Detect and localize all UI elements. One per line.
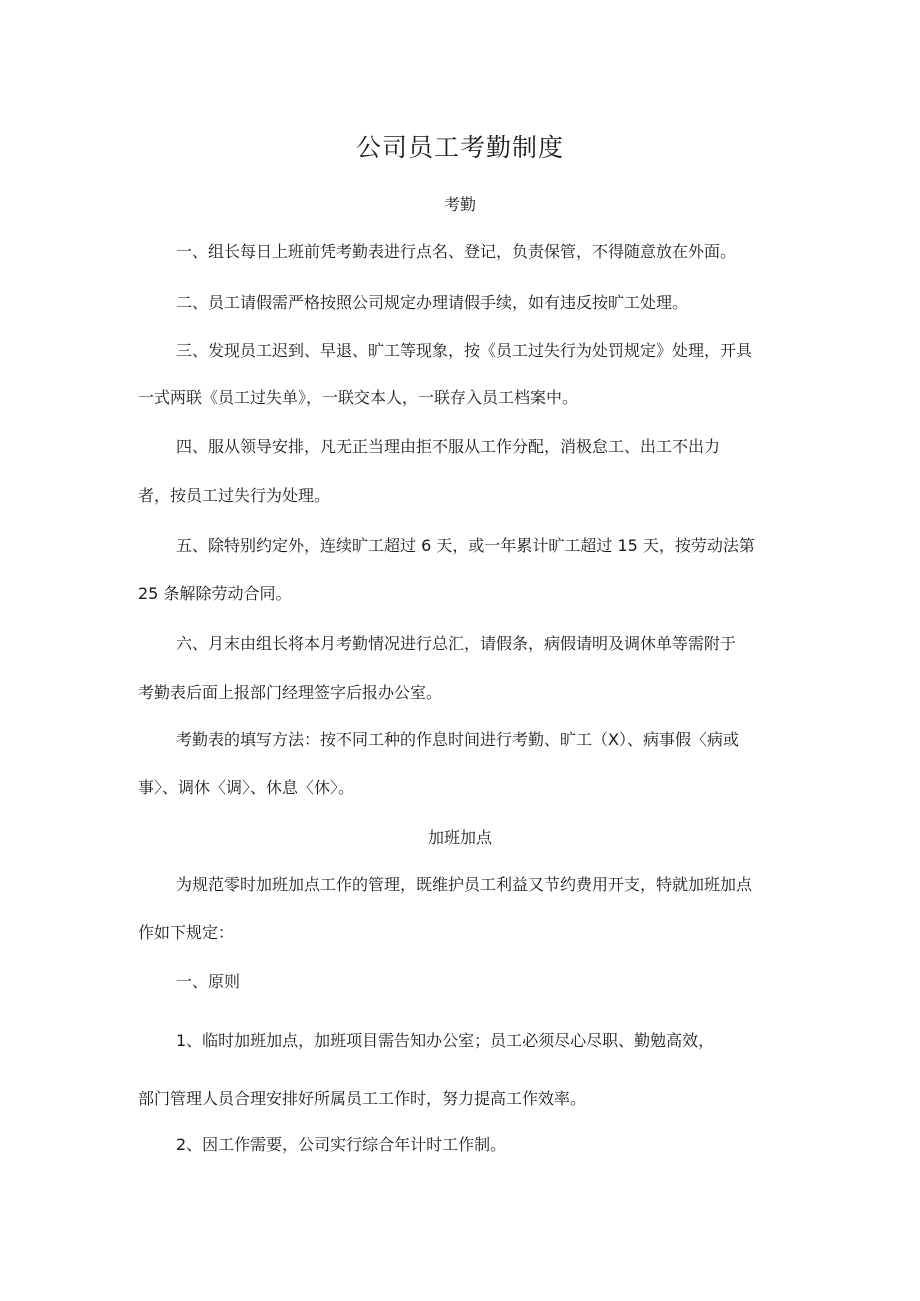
subheading-principle: 一、原则 xyxy=(176,972,241,991)
paragraph-line: 六、月末由组长将本月考勤情况进行总汇，请假条，病假请明及调休单等需附于 xyxy=(176,634,737,653)
paragraph-line: 一、组长每日上班前凭考勤表进行点名、登记，负责保管，不得随意放在外面。 xyxy=(176,242,737,261)
paragraph-line: 五、除特别约定外，连续旷工超过 6 天，或一年累计旷工超过 15 天，按劳动法第 xyxy=(176,536,755,555)
paragraph-line: 三、发现员工迟到、早退、旷工等现象，按《员工过失行为处罚规定》处理，开具 xyxy=(176,341,753,360)
paragraph-line: 2、因工作需要，公司实行综合年计时工作制。 xyxy=(176,1135,507,1154)
paragraph-line: 作如下规定： xyxy=(138,923,235,942)
paragraph-line: 为规范零时加班加点工作的管理，既维护员工利益又节约费用开支，特就加班加点 xyxy=(176,875,753,894)
paragraph-line: 25 条解除劳动合同。 xyxy=(138,584,292,603)
paragraph-line: 部门管理人员合理安排好所属员工工作时，努力提高工作效率。 xyxy=(138,1089,587,1108)
paragraph-line: 二、员工请假需严格按照公司规定办理请假手续，如有违反按旷工处理。 xyxy=(176,293,689,312)
paragraph-line: 一式两联《员工过失单》，一联交本人，一联存入员工档案中。 xyxy=(138,388,579,407)
section-heading-attendance: 考勤 xyxy=(443,195,476,214)
paragraph-line: 者，按员工过失行为处理。 xyxy=(138,486,331,505)
paragraph-line: 四、服从领导安排，凡无正当理由拒不服从工作分配，消极怠工、出工不出力 xyxy=(176,437,721,456)
paragraph-line: 考勤表后面上报部门经理签字后报办公室。 xyxy=(138,683,443,702)
paragraph-line: 考勤表的填写方法：按不同工种的作息时间进行考勤、旷工（X）、病事假〈病或 xyxy=(176,730,739,749)
section-heading-overtime: 加班加点 xyxy=(427,828,492,847)
paragraph-line: 1、临时加班加点，加班项目需告知办公室；员工必须尽心尽职、勤勉高效， xyxy=(176,1031,715,1050)
document-title: 公司员工考勤制度 xyxy=(355,133,564,162)
paragraph-line: 事〉、调休〈调〉、休息〈休〉。 xyxy=(138,778,355,797)
